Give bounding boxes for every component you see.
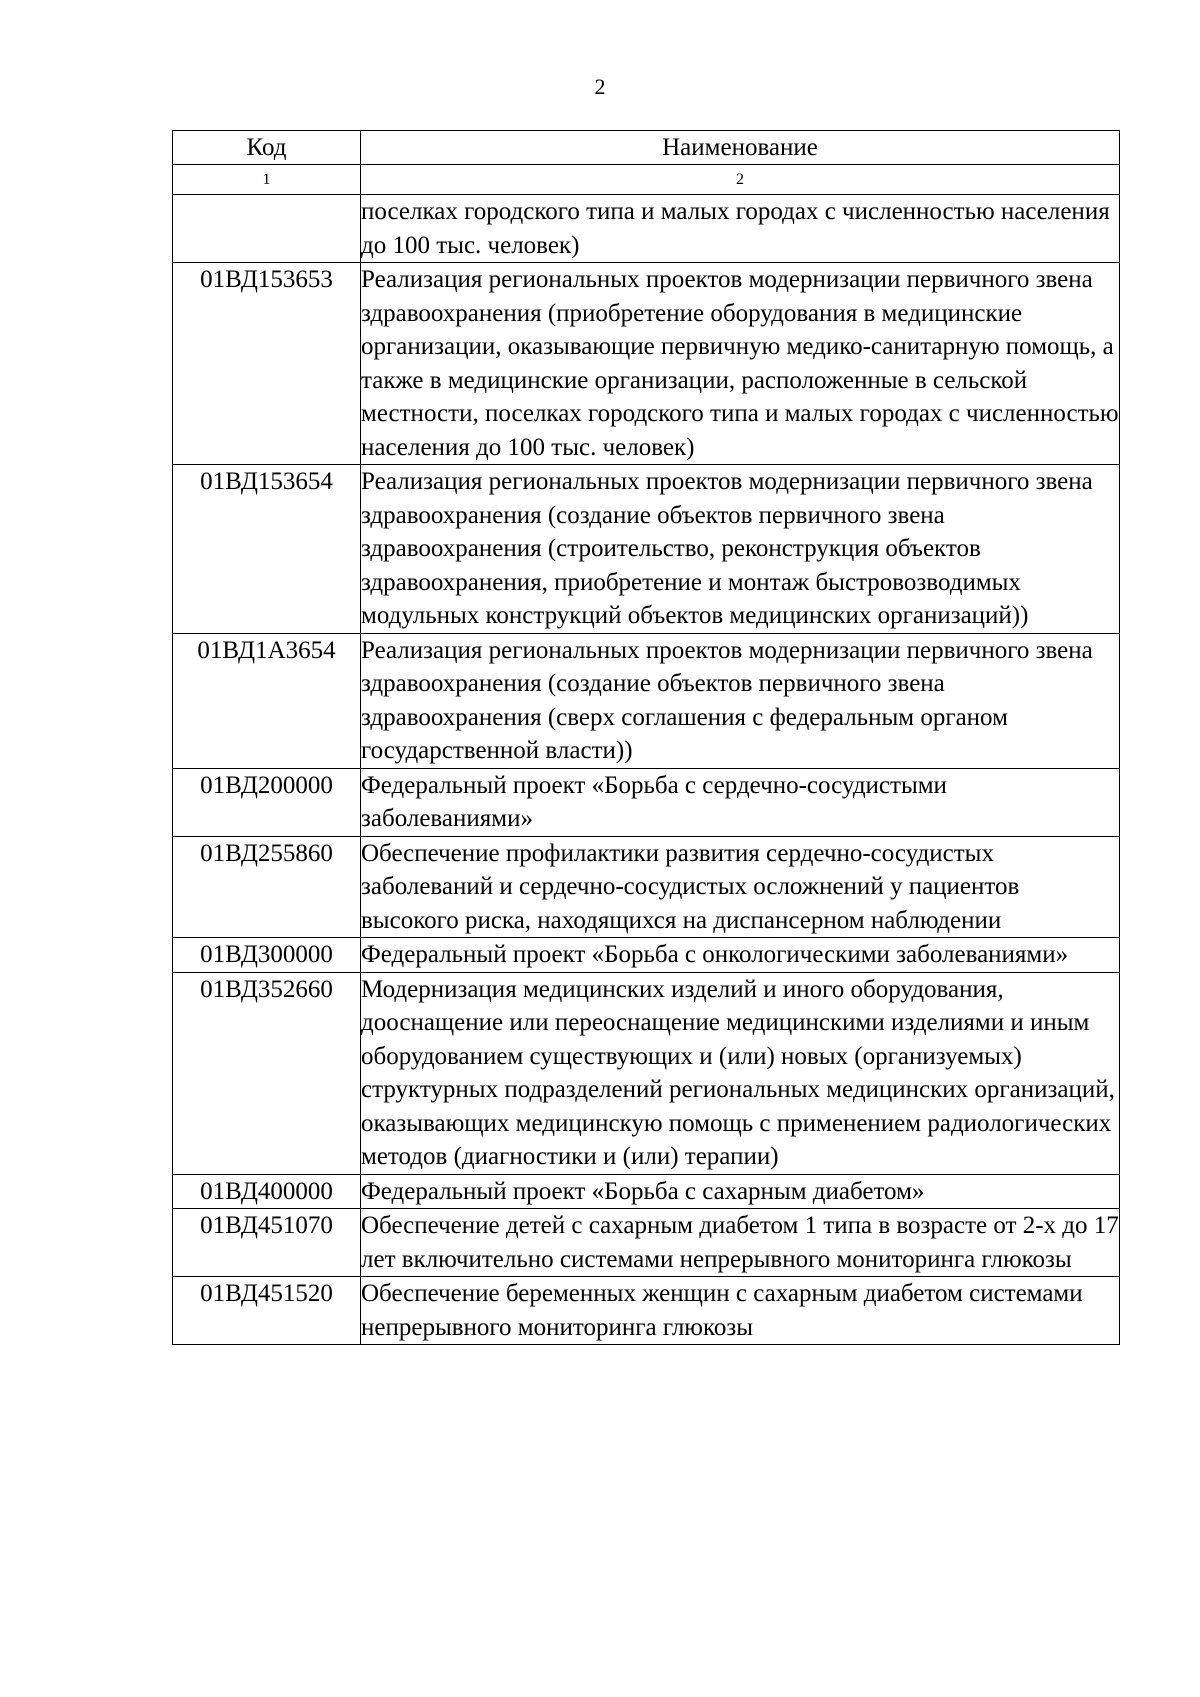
name-cell: Реализация региональных проектов модернизации первичного звена здравоохранения (приобретение оборудования в медицинские организации, оказывающие первичную медико-санитарную помощь, а также в медицинские организации, расположенные в сельской местности, поселках городского типа и малых городах с численностью населения до 100 тыс. человек) xyxy=(361,263,1120,465)
code-cell: 01ВД300000 xyxy=(173,938,361,973)
code-cell: 01ВД1А3654 xyxy=(173,633,361,768)
table-row xyxy=(173,1174,1120,1209)
header-code: Код xyxy=(173,131,361,165)
name-cell: Реализация региональных проектов модернизации первичного звена здравоохранения (создание объектов первичного звена здравоохранения (строительство, реконструкция объектов здравоохранения, приобретение и монтаж быстровозводимых модульных конструкций объектов медицинских организаций)) xyxy=(361,465,1120,634)
column-number-name: 2 xyxy=(361,165,1120,195)
table-row xyxy=(173,1277,1120,1345)
table-row xyxy=(173,263,1120,465)
table-row xyxy=(173,465,1120,634)
code-cell: 01ВД200000 xyxy=(173,768,361,836)
page-number: 2 xyxy=(594,74,606,99)
table-row xyxy=(173,1209,1120,1277)
code-cell: 01ВД153653 xyxy=(173,263,361,465)
name-cell: Федеральный проект «Борьба с сахарным диабетом» xyxy=(361,1174,1120,1209)
table-row xyxy=(173,768,1120,836)
code-cell: 01ВД451520 xyxy=(173,1277,361,1345)
code-cell: 01ВД255860 xyxy=(173,836,361,938)
header-row xyxy=(173,131,1120,165)
table-row xyxy=(173,938,1120,973)
name-cell: Реализация региональных проектов модернизации первичного звена здравоохранения (создание объектов первичного звена здравоохранения (сверх соглашения с федеральным органом государственной власти)) xyxy=(361,633,1120,768)
table-row xyxy=(173,633,1120,768)
table-row xyxy=(173,972,1120,1174)
name-cell: Федеральный проект «Борьба с онкологическими заболеваниями» xyxy=(361,938,1120,973)
name-cell: Федеральный проект «Борьба с сердечно-сосудистыми заболеваниями» xyxy=(361,768,1120,836)
code-cell: 01ВД352660 xyxy=(173,972,361,1174)
name-cell: Обеспечение детей с сахарным диабетом 1 типа в возрасте от 2-х до 17 лет включительно системами непрерывного мониторинга глюкозы xyxy=(361,1209,1120,1277)
column-number-code: 1 xyxy=(173,165,361,195)
budget-codes-table xyxy=(172,130,1120,1345)
name-cell: Обеспечение профилактики развития сердечно-сосудистых заболеваний и сердечно-сосудистых осложнений у пациентов высокого риска, находящихся на диспансерном наблюдении xyxy=(361,836,1120,938)
code-cell: 01ВД153654 xyxy=(173,465,361,634)
name-cell: поселках городского типа и малых городах с численностью населения до 100 тыс. человек) xyxy=(361,195,1120,263)
name-cell: Модернизация медицинских изделий и иного оборудования, дооснащение или переоснащение медицинскими изделиями и иным оборудованием существующих и (или) новых (организуемых) структурных подразделений региональных медицинских организаций, оказывающих медицинскую помощь с применением радиологических методов (диагностики и (или) терапии) xyxy=(361,972,1120,1174)
table-row xyxy=(173,195,1120,263)
code-cell: 01ВД451070 xyxy=(173,1209,361,1277)
name-cell: Обеспечение беременных женщин с сахарным диабетом системами непрерывного мониторинга глюкозы xyxy=(361,1277,1120,1345)
table-row xyxy=(173,836,1120,938)
header-name: Наименование xyxy=(361,131,1120,165)
code-cell xyxy=(173,195,361,263)
column-number-row xyxy=(173,165,1120,195)
code-cell: 01ВД400000 xyxy=(173,1174,361,1209)
